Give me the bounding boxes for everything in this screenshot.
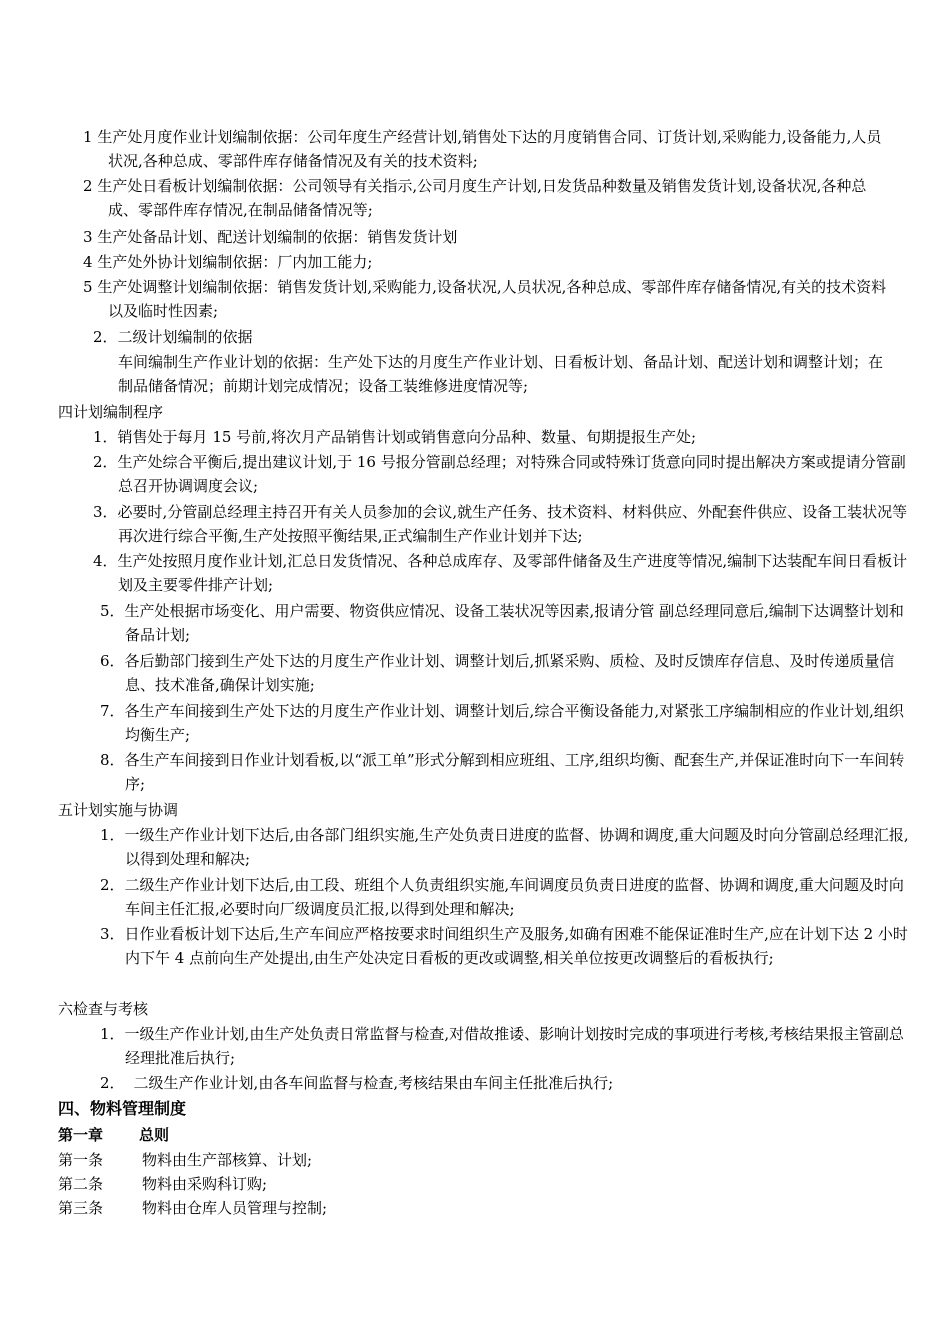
item-number: 5． — [100, 602, 125, 620]
item-text: 各后勤部门接到生产处下达的月度生产作业计划、调整计划后,抓紧采购、质检、及时反馈库存信息、及时传递质量信息、技术准备,确保计划实施; — [124, 652, 895, 694]
item-text: 生产处月度作业计划编制依据：公司年度生产经营计划,销售处下达的月度销售合同、订货计划,采购能力,设备能力,人员状况,各种总成、零部件库存储备情况及有关的技术资料; — [97, 128, 882, 170]
item-number: 7． — [100, 702, 125, 720]
list-item — [83, 225, 893, 249]
item-number: 3． — [100, 925, 125, 943]
item-number: 2． — [100, 876, 125, 894]
list-item — [100, 1071, 927, 1095]
item-number: 1． — [100, 1025, 125, 1043]
article-label: 第二条 — [58, 1175, 104, 1193]
item-text: 生产处按照月度作业计划,汇总日发货情况、各种总成库存、及零部件储备及生产进度等情况,编制下达装配车间日看板计划及主要零件排产计划; — [117, 552, 908, 594]
article-row — [58, 1148, 893, 1172]
article-text: 物料由仓库人员管理与控制; — [142, 1199, 328, 1217]
chapter-heading — [58, 1124, 169, 1146]
item-text: 二级生产作业计划,由各车间监督与检查,考核结果由车间主任批准后执行; — [133, 1074, 614, 1092]
section-heading: 五计划实施与协调 — [58, 801, 179, 819]
subsection-title: 2．二级计划编制的依据 — [93, 328, 253, 346]
item-number: 4 — [83, 253, 93, 271]
list-item — [93, 425, 918, 449]
item-number: 1． — [100, 826, 125, 844]
item-text: 生产处备品计划、配送计划编制的依据：销售发货计划 — [97, 228, 458, 246]
item-text: 必要时,分管副总经理主持召开有关人员参加的会议,就生产任务、技术资料、材料供应、外配套件供应、设备工装状况等再次进行综合平衡,生产处按照平衡结果,正式编制生产作业计划并下达; — [117, 503, 908, 545]
material-title: 四、物料管理制度 — [58, 1099, 187, 1118]
list-item — [100, 748, 918, 796]
item-number: 3． — [93, 503, 118, 521]
item-text: 销售处于每月 15 号前,将次月产品销售计划或销售意向分品种、数量、旬期提报生产处; — [117, 428, 696, 446]
item-number: 6． — [100, 652, 125, 670]
list-item — [100, 823, 918, 871]
list-item — [83, 275, 893, 323]
item-number: 2． — [100, 1074, 125, 1092]
item-text: 生产处日看板计划编制依据：公司领导有关指示,公司月度生产计划,日发货品种数量及销售发货计划,设备状况,各种总成、零部件库存情况,在制品储备情况等; — [97, 177, 867, 219]
item-number: 1 — [83, 128, 93, 146]
item-text: 一级生产作业计划下达后,由各部门组织实施,生产处负责日进度的监督、协调和调度,重大问题及时向分管副总经理汇报,以得到处理和解决; — [124, 826, 909, 868]
item-number: 5 — [83, 278, 93, 296]
item-text: 二级生产作业计划下达后,由工段、班组个人负责组织实施,车间调度员负责日进度的监督、协调和调度,重大问题及时向车间主任汇报,必要时向厂级调度员汇报,以得到处理和解决; — [124, 876, 904, 918]
item-text: 生产处综合平衡后,提出建议计划,于 16 号报分管副总经理；对特殊合同或特殊订货意向同时提出解决方案或提请分管副总召开协调调度会议; — [117, 453, 906, 495]
article-text: 物料由采购科订购; — [142, 1175, 268, 1193]
list-item — [100, 922, 918, 970]
list-item — [100, 873, 918, 921]
item-number: 4． — [93, 552, 118, 570]
item-text: 生产处调整计划编制依据：销售发货计划,采购能力,设备状况,人员状况,各种总成、零部件库存储备情况,有关的技术资料以及临时性因素; — [97, 278, 887, 320]
section-heading: 六检查与考核 — [58, 1000, 149, 1018]
section-heading: 四计划编制程序 — [58, 403, 164, 421]
article-label: 第一条 — [58, 1151, 104, 1169]
article-row — [58, 1172, 893, 1196]
item-number: 8． — [100, 751, 125, 769]
item-number: 2 — [83, 177, 93, 195]
item-number: 1． — [93, 428, 118, 446]
list-item — [100, 649, 918, 697]
list-item — [83, 125, 893, 173]
list-item — [93, 549, 918, 597]
list-item — [100, 599, 918, 647]
item-text: 生产处根据市场变化、用户需要、物资供应情况、设备工装状况等因素,报请分管 副总经理同意后,编制下达调整计划和备品计划; — [124, 602, 904, 644]
subsection-text: 车间编制生产作业计划的依据：生产处下达的月度生产作业计划、日看板计划、备品计划、配送计划和调整计划；在制品储备情况；前期计划完成情况；设备工装维修进度情况等; — [118, 353, 884, 395]
chapter-title: 总则 — [139, 1126, 170, 1144]
item-text: 日作业看板计划下达后,生产车间应严格按要求时间组织生产及服务,如确有困难不能保证准时生产,应在计划下达 2 小时内下午 4 点前向生产处提出,由生产处决定日看板的更改或调整,相关单位按更改调整后的看板执行; — [124, 925, 908, 967]
item-number: 3 — [83, 228, 93, 246]
article-row — [58, 1196, 893, 1220]
list-item — [93, 450, 918, 498]
item-number: 2． — [93, 453, 118, 471]
list-item — [100, 699, 918, 747]
item-text: 一级生产作业计划,由生产处负责日常监督与检查,对借故推诿、影响计划按时完成的事项进行考核,考核结果报主管副总经理批准后执行; — [124, 1025, 904, 1067]
article-text: 物料由生产部核算、计划; — [142, 1151, 313, 1169]
list-item — [83, 174, 893, 222]
list-item — [100, 1022, 918, 1070]
item-text: 各生产车间接到生产处下达的月度生产作业计划、调整计划后,综合平衡设备能力,对紧张工序编制相应的作业计划,组织均衡生产; — [124, 702, 904, 744]
list-item — [93, 500, 918, 548]
chapter-label: 第一章 — [58, 1126, 104, 1144]
item-text: 各生产车间接到日作业计划看板,以“派工单”形式分解到相应班组、工序,组织均衡、配套生产,并保证准时向下一车间转序; — [124, 751, 905, 793]
list-item — [83, 250, 893, 274]
article-label: 第三条 — [58, 1199, 104, 1217]
item-text: 生产处外协计划编制依据：厂内加工能力; — [97, 253, 373, 271]
